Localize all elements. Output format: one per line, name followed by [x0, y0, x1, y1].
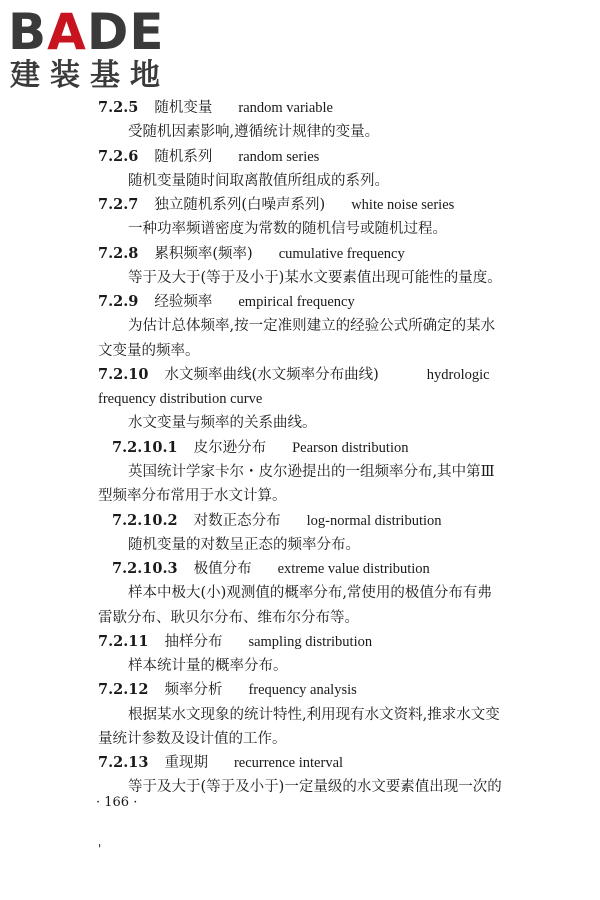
term-definition: 等于及大于(等于及小于)一定量级的水文要素值出现一次的 [128, 779, 502, 795]
term-heading: 7.2.8 累积频率(频率) cumulative frequency [98, 245, 405, 262]
term-definition: 为估计总体频率,按一定准则建立的经验公式所确定的某水 [128, 318, 496, 334]
term-definition: 水文变量与频率的关系曲线。 [128, 415, 317, 431]
term-heading: 7.2.5 随机变量 random variable [98, 99, 333, 116]
logo-chinese-text: 建装基地 [10, 58, 170, 93]
term-definition: 等于及大于(等于及小于)某水文要素值出现可能性的量度。 [128, 270, 502, 286]
term-definition: 量统计参数及设计值的工作。 [98, 731, 287, 747]
term-definition: 随机变量随时间取离散值所组成的系列。 [128, 173, 389, 189]
term-definition: 文变量的频率。 [98, 343, 200, 359]
logo-wordmark: BADE [8, 3, 165, 61]
term-definition: 受随机因素影响,遵循统计规律的变量。 [128, 124, 380, 140]
term-definition: 一种功率频谱密度为常数的随机信号或随机过程。 [128, 221, 447, 237]
term-definition: 根据某水文现象的统计特性,利用现有水文资料,推求水文变 [128, 707, 500, 723]
subterm-heading: 7.2.10.3 极值分布 extreme value distribution [112, 560, 430, 577]
subterm-heading: 7.2.10.2 对数正态分布 log-normal distribution [112, 512, 442, 529]
term-definition: 样本统计量的概率分布。 [128, 658, 288, 674]
subterm-heading: 7.2.10.1 皮尔逊分布 Pearson distribution [112, 439, 409, 456]
term-heading: 7.2.6 随机系列 random series [98, 148, 320, 165]
term-definition: 雷歇分布、耿贝尔分布、维布尔分布等。 [98, 610, 359, 626]
term-heading: 7.2.11 抽样分布 sampling distribution [98, 633, 373, 650]
term-heading: 7.2.12 频率分析 frequency analysis [98, 681, 357, 698]
term-definition: 英国统计学家卡尔・皮尔逊提出的一组频率分布,其中第Ⅲ [128, 464, 495, 480]
page-number: · 166 · [96, 795, 138, 810]
term-definition: 型频率分布常用于水文计算。 [98, 488, 287, 504]
term-heading: 7.2.10 水文频率曲线(水文频率分布曲线) hydrologic [98, 366, 490, 383]
stray-mark: ' [98, 842, 102, 856]
term-heading-continuation: frequency distribution curve [98, 391, 263, 407]
term-heading: 7.2.9 经验频率 empirical frequency [98, 293, 355, 310]
term-definition: 样本中极大(小)观测值的概率分布,常使用的极值分布有弗 [128, 585, 492, 601]
term-definition: 随机变量的对数呈正态的频率分布。 [128, 537, 360, 553]
term-heading: 7.2.7 独立随机系列(白噪声系列) white noise series [98, 196, 455, 213]
term-heading: 7.2.13 重现期 recurrence interval [98, 754, 344, 771]
